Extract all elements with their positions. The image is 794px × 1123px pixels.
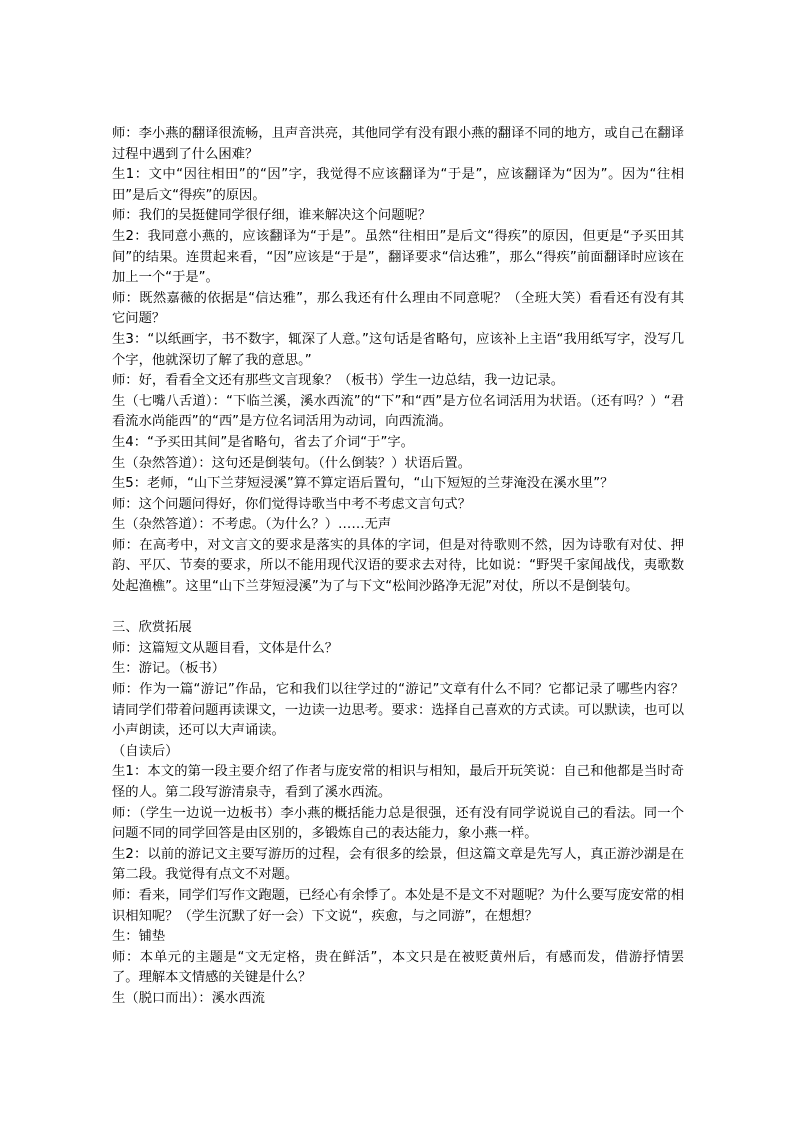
- dialogue-paragraph: 师：本单元的主题是“文无定格，贵在鲜活”，本文只是在被贬黄州后，有感而发，借游抒情罢了。理解本文情感的关键是什么？: [112, 949, 684, 986]
- dialogue-paragraph: 师：李小燕的翻译很流畅，且声音洪亮，其他同学有没有跟小燕的翻译不同的地方，或自己在翻译过程中遇到了什么困难？: [112, 126, 684, 162]
- dialogue-paragraph: 生：铺垫: [112, 929, 166, 945]
- document-page: [112, 124, 684, 1010]
- dialogue-paragraph: 生：游记。（板书）: [112, 661, 226, 677]
- dialogue-paragraph: 师：看来，同学们写作文跑题，已经心有余悸了。本处是不是文不对题呢？为什么要写庞安常的相识相知呢？（学生沉默了好一会）下文说“，疾愈，与之同游”，在想想？: [112, 887, 684, 924]
- dialogue-paragraph: 师：这篇短文从题目看，文体是什么？: [112, 640, 339, 656]
- dialogue-paragraph: 生5：老师，“山下兰芽短浸溪”算不算定语后置句，“山下短短的兰芽淹没在溪水里”？: [112, 476, 614, 492]
- dialogue-paragraph: 生3：“以纸画字，书不数字，辄深了人意。”这句话是省略句，应该补上主语“我用纸写字，没写几个字，他就深切了解了我的意思。”: [112, 331, 684, 368]
- dialogue-paragraph: 生（七嘴八舌道）：“下临兰溪，溪水西流”的“下”和“西”是方位名词活用为状语。（还有吗？）“君看流水尚能西”的“西”是方位名词活用为动词，向西流淌。: [112, 393, 684, 430]
- dialogue-paragraph: （自读后）: [112, 743, 179, 759]
- dialogue-paragraph: 生（杂然答道）：这句还是倒装句。（什么倒装？）状语后置。: [112, 455, 472, 471]
- dialogue-paragraph: 师：这个问题问得好，你们觉得诗歌当中考不考虑文言句式？: [112, 496, 472, 512]
- dialogue-paragraph: 师：既然嘉薇的依据是“信达雅”，那么我还有什么理由不同意呢？（全班大笑）看看还有没有其它问题？: [112, 290, 684, 327]
- dialogue-paragraph: 生1：本文的第一段主要介绍了作者与庞安常的相识与相知，最后开玩笑说：自己和他都是当时奇怪的人。第二段写游清泉寺，看到了溪水西流。: [112, 764, 684, 800]
- section-heading: 三、欣赏拓展: [112, 620, 192, 636]
- blank-line: [112, 598, 684, 619]
- dialogue-paragraph: 生2：以前的游记文主要写游历的过程，会有很多的绘景，但这篇文章是先写人，真正游沙湖是在第二段。我觉得有点文不对题。: [112, 846, 684, 883]
- dialogue-paragraph: 生2：我同意小燕的，应该翻译为“于是”。虽然“往相田”是后文“得疾”的原因，但更是“予买田其间”的结果。连贯起来看，“因”应该是“于是”，翻译要求“信达雅”，那么“得疾”前面翻译时应该在加上一个“于是”。: [112, 228, 684, 286]
- dialogue-paragraph: 生（杂然答道）：不考虑。（为什么？）……无声: [112, 517, 392, 533]
- dialogue-paragraph: 师：在高考中，对文言文的要求是落实的具体的字词，但是对待歌则不然，因为诗歌有对仗、押韵、平仄、节奏的要求，所以不能用现代汉语的要求去对待，比如说：“野哭千家闻战伐，夷歌数处起渔樵”。这里“山下兰芽短浸溪”为了与下文“松间沙路净无泥”对仗，所以不是倒装句。: [112, 537, 684, 595]
- dialogue-paragraph: 师：好，看看全文还有那些文言现象？（板书）学生一边总结，我一边记录。: [112, 373, 565, 389]
- dialogue-paragraph: 生4：“予买田其间”是省略句，省去了介词“于”字。: [112, 434, 414, 450]
- dialogue-paragraph: 生1：文中“因往相田”的“因”字，我觉得不应该翻译为“于是”，应该翻译为“因为”。因为“往相田”是后文“得疾”的原因。: [112, 167, 684, 203]
- dialogue-paragraph: 师：（学生一边说一边板书）李小燕的概括能力总是很强，还有没有同学说说自己的看法。同一个问题不同的同学回答是由区别的，多锻炼自己的表达能力，象小燕一样。: [112, 805, 684, 842]
- dialogue-paragraph: 生（脱口而出）：溪水西流: [112, 990, 265, 1006]
- dialogue-paragraph: 师：我们的吴挺健同学很仔细，谁来解决这个问题呢？: [112, 208, 432, 224]
- dialogue-paragraph: 师：作为一篇“游记”作品，它和我们以往学过的“游记”文章有什么不同？它都记录了哪些内容？请同学们带着问题再读课文，一边读一边思考。要求：选择自己喜欢的方式读。可以默读，也可以小声朗读，还可以大声诵读。: [112, 682, 684, 739]
